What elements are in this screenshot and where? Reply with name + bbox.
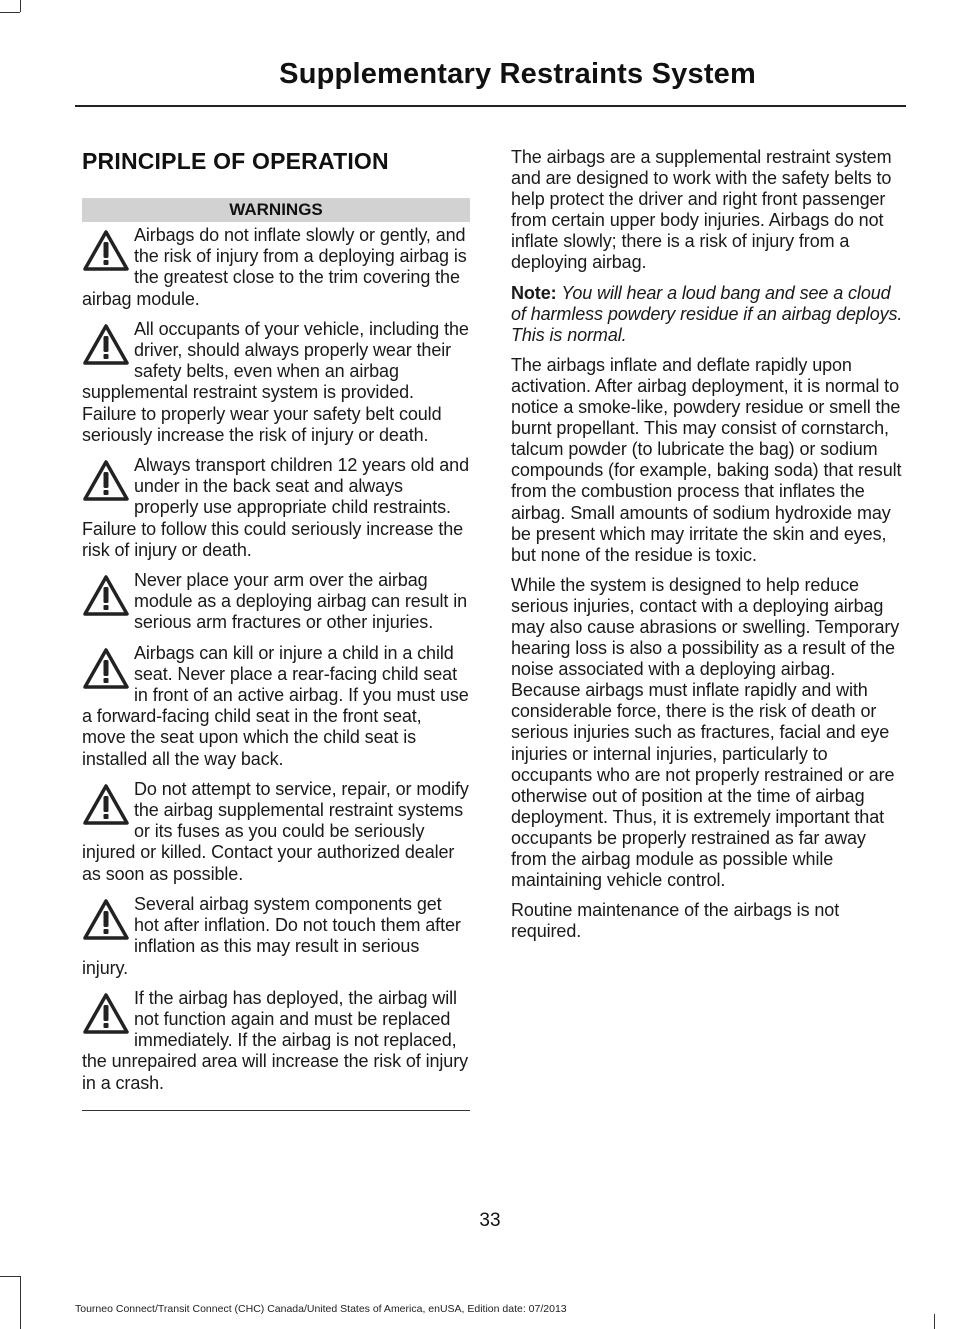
- warnings-label: WARNINGS: [82, 198, 470, 222]
- crop-mark: [0, 12, 20, 13]
- page-number: 33: [479, 1210, 501, 1231]
- header-divider: [75, 105, 906, 107]
- warning-item: [82, 643, 470, 770]
- crop-mark: [20, 1314, 21, 1329]
- warnings-list: [82, 225, 470, 1094]
- note-paragraph: [511, 283, 903, 346]
- warning-triangle-icon: [82, 647, 130, 687]
- warning-item: [82, 894, 470, 979]
- warning-text: Do not attempt to service, repair, or modify the airbag supplemental restraint systems or its fuses as you could be seriously injured or killed. Contact your authorized dealer as soon as possible.: [82, 778, 469, 884]
- warning-text: Several airbag system components get hot after inflation. Do not touch them after inflation as this may result in serious injury.: [82, 893, 461, 978]
- crop-mark: [20, 0, 21, 12]
- warning-triangle-icon: [82, 898, 130, 938]
- note-label: Note:: [511, 282, 557, 303]
- warning-text: Always transport children 12 years old and under in the back seat and always properly use appropriate child restraints. Failure to follow this could seriously increase the risk of injury or death.: [82, 455, 469, 560]
- section-heading: PRINCIPLE OF OPERATION: [82, 148, 389, 174]
- right-column: [511, 147, 903, 951]
- crop-mark: [934, 1314, 935, 1329]
- warning-text: Airbags do not inflate slowly or gently, and the risk of injury from a deploying airbag is the greatest close to the trim covering the airbag module.: [82, 225, 467, 309]
- inflate-paragraph: The airbags inflate and deflate rapidly upon activation. After airbag deployment, it is normal to notice a smoke-like, powdery residue or smell the burnt propellant. This may consist of cornstarch, talcum powder (to lubricate the bag) or sodium compounds (for example, baking soda) that result from the combustion process that inflates the airbag. Small amounts of sodium hydroxide may be present which may irritate the skin and eyes, but none of the residue is toxic.: [511, 354, 902, 565]
- warning-triangle-icon: [82, 574, 130, 614]
- warning-triangle-icon: [82, 323, 130, 363]
- warning-item: [82, 570, 470, 634]
- footer-edition: Tourneo Connect/Transit Connect (CHC) Canada/United States of America, enUSA, Edition date: 07/2013: [75, 1303, 567, 1315]
- intro-paragraph: The airbags are a supplemental restraint system and are designed to work with the safety belts to help protect the driver and right front passenger from certain upper body injuries. Airbags do not inflate slowly; there is a risk of injury from a deploying airbag.: [511, 147, 892, 273]
- warning-item: [82, 225, 470, 310]
- warning-text: If the airbag has deployed, the airbag will not function again and must be replaced immediately. If the airbag is not replaced, the unrepaired area will increase the risk of injury in a crash.: [82, 987, 468, 1093]
- injury-paragraph: While the system is designed to help reduce serious injuries, contact with a deploying airbag may also cause abrasions or swelling. Temporary hearing loss is also a possibility as a result of the noise associated with a deploying airbag. Because airbags must inflate rapidly and with considerable force, there is the risk of death or serious injuries such as fractures, facial and eye injuries or internal injuries, particularly to occupants who are not properly restrained or are otherwise out of position at the time of airbag deployment. Thus, it is extremely important that occupants be properly restrained as far away from the airbag module as possible while maintaining vehicle control.: [511, 574, 900, 891]
- maintenance-paragraph: Routine maintenance of the airbags is not required.: [511, 900, 840, 942]
- warning-text: Airbags can kill or injure a child in a child seat. Never place a rear-facing child seat in front of an active airbag. If you must use a forward-facing child seat in the front seat, move the seat upon which the child seat is installed all the way back.: [82, 642, 469, 769]
- warning-item: [82, 779, 470, 885]
- page-title: Supplementary Restraints System: [279, 58, 756, 90]
- warning-triangle-icon: [82, 992, 130, 1032]
- left-column: [82, 146, 470, 1111]
- warning-triangle-icon: [82, 459, 130, 499]
- note-text: You will hear a loud bang and see a cloud of harmless powdery residue if an airbag deploys. This is normal.: [511, 282, 903, 345]
- warning-item: [82, 319, 470, 446]
- warnings-end-rule: [82, 1110, 470, 1111]
- warning-item: [82, 455, 470, 561]
- warning-text: Never place your arm over the airbag module as a deploying airbag can result in serious arm fractures or other injuries.: [134, 570, 468, 633]
- warning-triangle-icon: [82, 229, 130, 269]
- crop-mark: [0, 1276, 20, 1277]
- warning-triangle-icon: [82, 783, 130, 823]
- warning-item: [82, 988, 470, 1094]
- warning-text: All occupants of your vehicle, including the driver, should always properly wear their safety belts, even when an airbag supplemental restraint system is provided. Failure to properly wear your safety belt could seriously increase the risk of injury or death.: [82, 318, 469, 445]
